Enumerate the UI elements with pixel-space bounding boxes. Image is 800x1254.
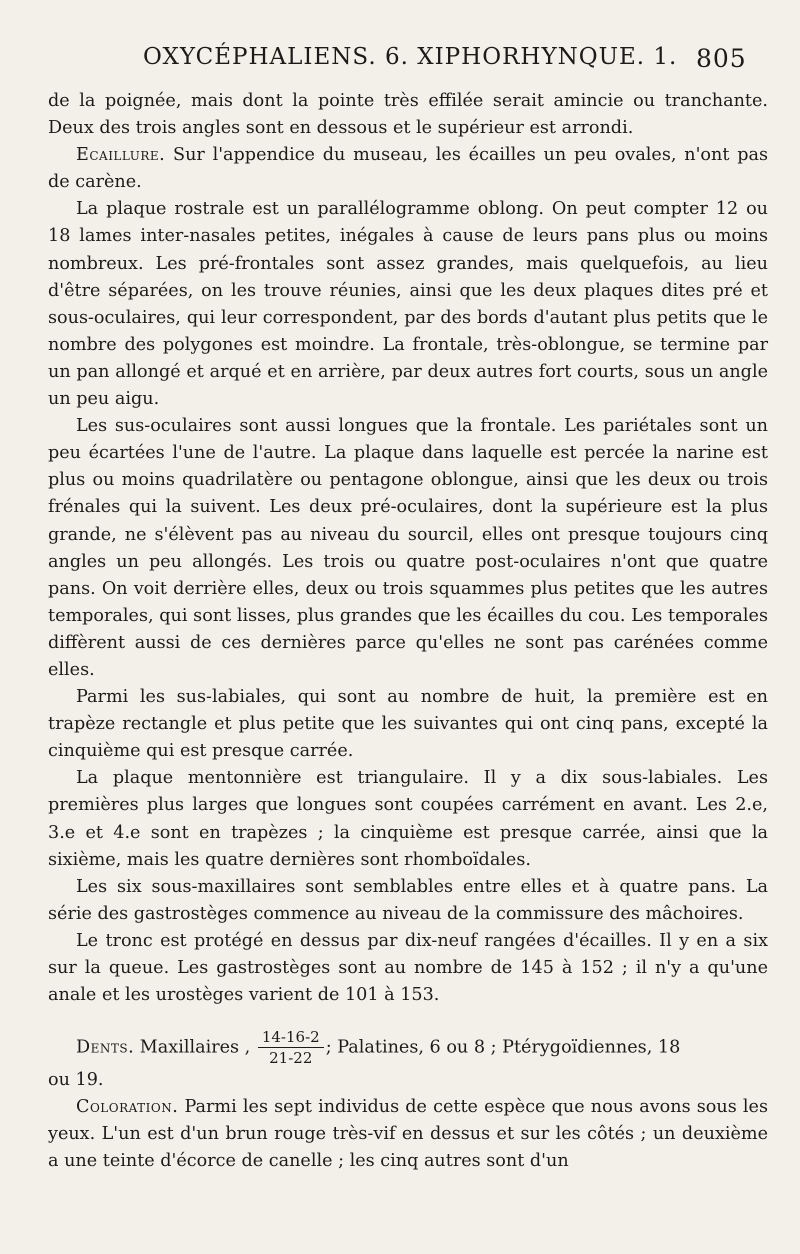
paragraph-tronc: Le tronc est protégé en dessus par dix-neuf rangées d'écailles. Il y en a six sur la queue. Les gastrostèges sont au nombre de 145 à 152 ; il n'y a qu'une anale et les urostèges varient de 101 à 153. — [48, 930, 768, 1006]
dental-fraction — [258, 1027, 324, 1068]
section-label-dents: Dents. — [76, 1037, 135, 1058]
paragraph-sus-labiales: Parmi les sus-labiales, qui sont au nombre de huit, la première est en trapèze rectangle et plus petite que les suivantes qui ont cinq pans, excepté la cinquième qui est presque carrée. — [48, 687, 768, 762]
paragraph-coloration — [48, 1094, 768, 1175]
section-label-ecaillure: Ecaillure. — [76, 145, 166, 166]
dents-formula — [48, 1011, 768, 1067]
running-header — [0, 44, 800, 84]
dents-maxillaires-label: Maxillaires , — [134, 1037, 251, 1058]
paragraph-ecaillure — [48, 142, 768, 196]
ecaillure-text: Sur l'appendice du museau, les écailles un peu ovales, n'ont pas de carène. — [48, 145, 768, 193]
page-number: 805 — [696, 44, 747, 73]
coloration-text: Parmi les sept individus de cette espèce que nous avons sous les yeux. L'un est d'un brun rouge très-vif en dessus et sur les côtés ; un deuxième a une teinte d'écorce de canelle ; les cinq autres sont d'un — [48, 1097, 768, 1172]
body-text — [48, 88, 768, 1176]
dents-rest: ; Palatines, 6 ou 8 ; Ptérygoïdiennes, 18 — [325, 1037, 681, 1058]
fraction-numerator: 14-16-2 — [258, 1027, 324, 1048]
paragraph-sus-oculaires: Les sus-oculaires sont aussi longues que la frontale. Les pariétales sont un peu écartées l'une de l'autre. La plaque dans laquelle est percée la narine est plus ou moins quadrilatère ou pentagone oblongue, ainsi que les deux ou trois frénales qui la suivent. Les deux pré-oculaires, dont la supérieure est la plus grande, ne s'élèvent pas au niveau du sourcil, elles ont presque toujours cinq angles un peu allongés. Les trois ou quatre post-oculaires n'ont que quatre pans. On voit derrière elles, deux ou trois squammes plus petites que les autres temporales, qui sont lisses, plus grandes que les écailles du cou. Les temporales diffèrent aussi de ces dernières parce qu'elles ne sont pas carénées comme elles. — [48, 416, 768, 680]
dents-continuation: ou 19. — [48, 1070, 104, 1091]
paragraph-mentonniere: La plaque mentonnière est triangulaire. Il y a dix sous-labiales. Les premières plus larges que longues sont coupées carrément en avant. Les 2.e, 3.e et 4.e sont en trapèzes ; la cinquième est presque carrée, ainsi que la sixième, mais les quatre dernières sont rhomboïdales. — [48, 768, 768, 870]
paragraph-1: de la poignée, mais dont la pointe très effilée serait amincie ou tranchante. Deux des trois angles sont en dessous et le supérieur est arrondi. — [48, 91, 768, 139]
section-label-coloration: Coloration. — [76, 1097, 179, 1118]
paragraph-rostrale: La plaque rostrale est un parallélogramme oblong. On peut compter 12 ou 18 lames inter-nasales petites, inégales à cause de leurs pans plus ou moins nombreux. Les pré-frontales sont assez grandes, mais quelquefois, au lieu d'être séparées, on les trouve réunies, ainsi que les deux plaques dites pré et sous-oculaires, qui leur correspondent, par des bords d'autant plus petits que le nombre des polygones est moindre. La frontale, très-oblongue, se termine par un pan allongé et arqué et en arrière, par deux autres fort courts, sous un angle un peu aigu. — [48, 199, 768, 410]
paragraph-sous-maxillaires: Les six sous-maxillaires sont semblables entre elles et à quatre pans. La série des gastrostèges commence au niveau de la commissure des mâchoires. — [48, 876, 768, 924]
header-title: OXYCÉPHALIENS. 6. XIPHORHYNQUE. 1. — [143, 44, 678, 70]
fraction-denominator: 21-22 — [269, 1049, 313, 1068]
